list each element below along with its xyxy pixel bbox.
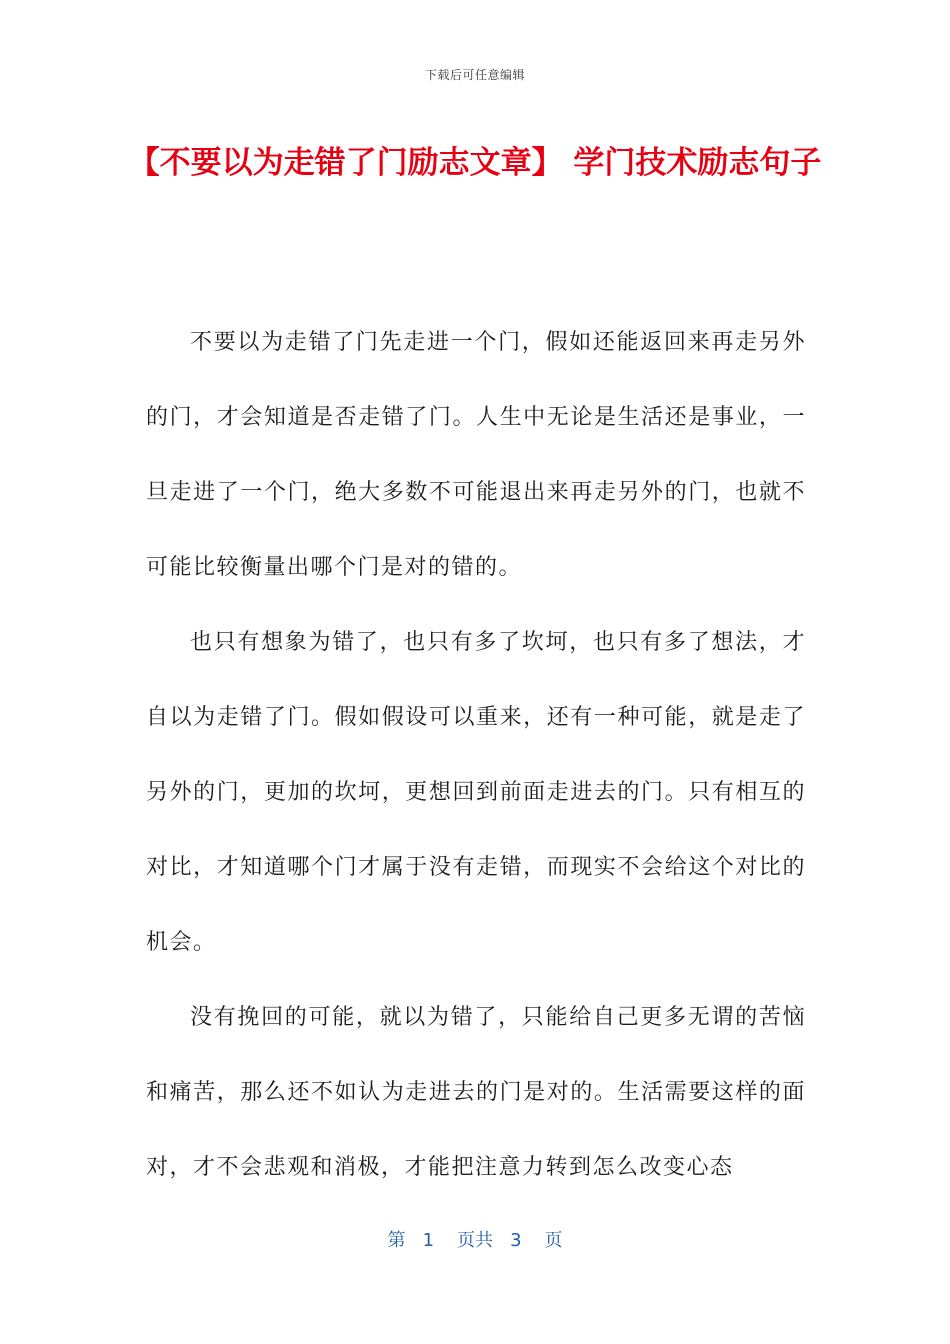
footer-current-page: 1 [422, 1230, 435, 1251]
footer-page-prefix: 第 [387, 1230, 406, 1251]
footer-page-middle: 页共 [457, 1230, 493, 1251]
paragraph-3: 没有挽回的可能，就以为错了，只能给自己更多无谓的苦恼和痛苦，那么还不如认为走进去的门是对的。生活需要这样的面对，才不会悲观和消极，才能把注意力转到怎么改变心态 [146, 1005, 806, 1180]
header-note: 下载后可任意编辑 [424, 68, 525, 82]
document-body [146, 305, 806, 1205]
paragraph-2: 也只有想象为错了，也只有多了坎坷，也只有多了想法，才自以为走错了门。假如假设可以重来，还有一种可能，就是走了另外的门，更加的坎坷，更想回到前面走进去的门。只有相互的对比，才知道哪个门才属于没有走错，而现实不会给这个对比的机会。 [146, 630, 806, 955]
footer-total-pages: 3 [510, 1230, 522, 1251]
page-footer [0, 1226, 950, 1252]
paragraph-1: 不要以为走错了门先走进一个门，假如还能返回来再走另外的门，才会知道是否走错了门。人生中无论是生活还是事业，一旦走进了一个门，绝大多数不可能退出来再走另外的门，也就不可能比较衡量出哪个门是对的错的。 [146, 330, 806, 580]
footer-page-suffix: 页 [544, 1230, 563, 1251]
document-title: 【不要以为走错了门励志文章】 学门技术励志句子 [128, 145, 822, 181]
